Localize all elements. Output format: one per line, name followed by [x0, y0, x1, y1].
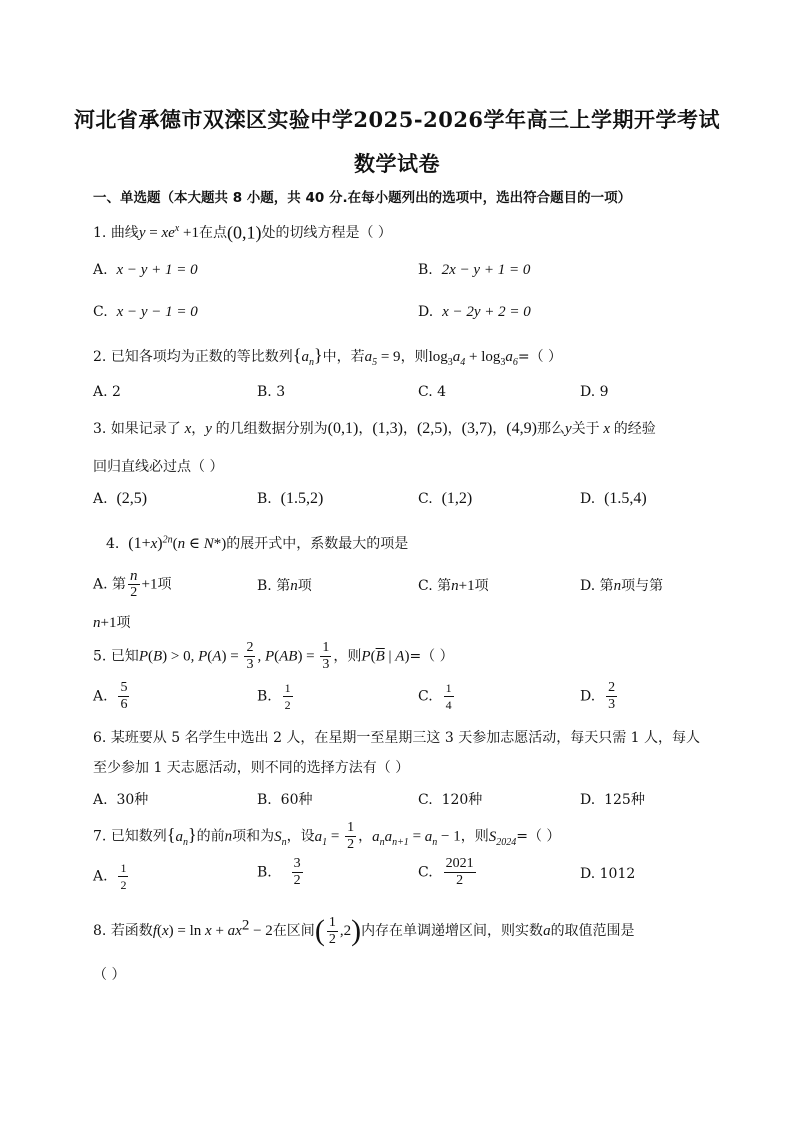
section-heading: 一、单选题（本大题共 8 小题，共 40 分.在每小题列出的选项中，选出符合题目的一项） — [93, 190, 632, 206]
q1-option-d[interactable]: D. x − 2y + 2 = 0 — [418, 304, 531, 320]
question-6-line2: 至少参加 1 天志愿活动，则不同的选择方法有（ ） — [93, 760, 410, 776]
q2-option-b[interactable]: B. 3 — [257, 384, 286, 400]
q3-option-a[interactable]: A. (2,5) — [93, 490, 148, 507]
q5-option-b[interactable]: B. $\frac{1}{2}$ — [257, 681, 291, 712]
exam-subtitle: 数学试卷 — [354, 151, 440, 176]
q2-option-c[interactable]: C. 4 — [418, 384, 447, 400]
q3-option-b[interactable]: B. (1.5,2) — [257, 490, 324, 507]
question-3: 3. 如果记录了 x，y 的几组数据分别为(0,1)，(1,3)，(2,5)，(3,7)，(4,9)那么y关于 x 的经验 — [93, 420, 656, 437]
q3-option-d[interactable]: D. (1.5,4) — [580, 490, 647, 507]
q6-option-c[interactable]: C. 120种 — [418, 792, 483, 808]
q4-option-d[interactable]: D. 第n项与第 — [580, 578, 664, 594]
q1-option-c[interactable]: C. x − y − 1 = 0 — [93, 304, 198, 320]
q2-option-d[interactable]: D. 9 — [580, 384, 609, 400]
q5-option-c[interactable]: C. $\frac{1}{4}$ — [418, 681, 452, 712]
question-2: 2. 已知各项均为正数的等比数列$\{a_n\}$中，若$a_5 = 9$，则$\log_3a_4 + \log_3a_6=$（ ） — [93, 345, 563, 368]
exam-title: 河北省承德市双滦区实验中学2025-2026学年高三上学期开学考试 — [73, 107, 721, 132]
q4-option-d-line2: n+1项 — [93, 615, 131, 631]
q4-option-b[interactable]: B. 第n项 — [257, 578, 312, 594]
question-6: 6. 某班要从 5 名学生中选出 2 人，在星期一至星期三这 3 天参加志愿活动，每天只需 1 人，每人 — [93, 730, 701, 746]
q2-option-a[interactable]: A. 2 — [93, 384, 121, 400]
q4-option-a[interactable]: A. 第 $\frac{n}{2}$ +1项 — [93, 568, 172, 600]
q7-option-b[interactable]: B. $\frac{3}{2}$ — [257, 856, 301, 888]
question-7: 7. 已知数列$\{a_n\}$的前n项和为$S_n$，设$a_1$ = $\frac{1}{2}$ ，$a_na_{n+1} = a_n - 1$，则$S_{2024}=$（ ） — [93, 820, 561, 852]
q1-option-a[interactable]: A. x − y + 1 = 0 — [93, 262, 198, 278]
q7-option-c[interactable]: C. $\frac{2021}{2}$ — [418, 856, 474, 888]
q6-option-b[interactable]: B. 60种 — [257, 792, 313, 808]
q5-option-d[interactable]: D. $\frac{2}{3}$ — [580, 680, 616, 712]
q6-option-a[interactable]: A. 30种 — [93, 792, 149, 808]
q5-option-a[interactable]: A. $\frac{5}{6}$ — [93, 680, 128, 712]
q6-option-d[interactable]: D. 125种 — [580, 792, 645, 808]
q7-option-a[interactable]: A. $\frac{1}{2}$ — [93, 861, 127, 892]
question-4: 4. $(1+x)^{2n}(n$ ∈ N*)的展开式中，系数最大的项是 — [106, 534, 409, 552]
q7-option-d[interactable]: D. 1012 — [580, 866, 636, 882]
q4-option-c[interactable]: C. 第n+1项 — [418, 578, 489, 594]
question-8-line2: （ ） — [93, 967, 126, 983]
q3-option-c[interactable]: C. (1,2) — [418, 490, 473, 507]
question-5: 5. 已知P(B) > 0, P(A) = $\frac{2}{3}$ , P(AB) = $\frac{1}{3}$ ，则$P(\overline{B}$ | A)=（ ） — [93, 640, 454, 672]
question-3-line2: 回归直线必过点（ ） — [93, 459, 224, 475]
question-1: 1. 曲线$y = xe^x +1$在点(0,1)处的切线方程是（ ） — [93, 222, 392, 243]
q1-option-b[interactable]: B. 2x − y + 1 = 0 — [418, 262, 531, 278]
question-8: 8. 若函数$f(x) = \ln x + ax^2 - 2$在区间( $\frac{1}{2}$ ,2)内存在单调递增区间，则实数a的取值范围是 — [93, 914, 635, 947]
